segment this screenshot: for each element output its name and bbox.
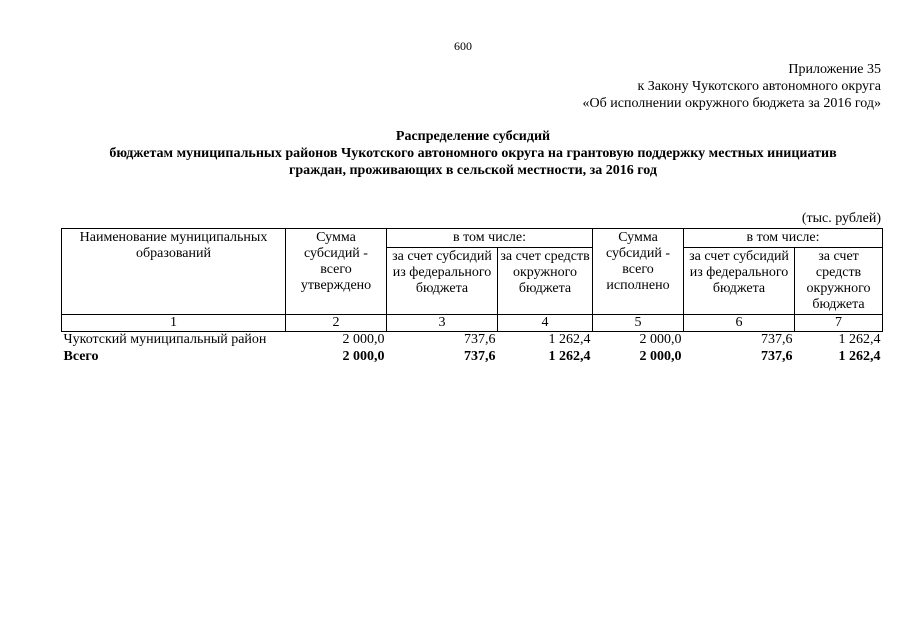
heading-line-2: бюджетам муниципальных районов Чукотского автономного округа на грантовую поддержку местных инициатив xyxy=(109,146,837,161)
row-approved-federal: 737,6 xyxy=(464,332,496,347)
header-approved-including: в том числе: xyxy=(387,229,593,248)
header-executed-including: в том числе: xyxy=(684,229,883,248)
header-approved-total: Сумма субсидий - всего утверждено xyxy=(286,229,387,315)
appendix-reference xyxy=(583,61,881,112)
appendix-line-1: Приложение 35 xyxy=(788,62,881,77)
header-approved-district: за счет средств окружного бюджета xyxy=(498,248,593,315)
column-number-row xyxy=(62,315,883,332)
header-name: Наименование муниципальных образований xyxy=(62,229,286,315)
row-executed-total: 2 000,0 xyxy=(639,332,682,347)
total-label: Всего xyxy=(63,349,99,364)
page-number: 600 xyxy=(454,39,472,53)
total-row xyxy=(62,348,883,365)
row-name: Чукотский муниципальный район xyxy=(63,332,267,347)
total-executed-district: 1 262,4 xyxy=(838,349,881,364)
header-executed-district: за счет средств окружного бюджета xyxy=(795,248,883,315)
column-number: 5 xyxy=(593,315,684,332)
row-approved-total: 2 000,0 xyxy=(342,332,385,347)
column-number: 3 xyxy=(387,315,498,332)
total-approved-total: 2 000,0 xyxy=(342,349,385,364)
document-heading xyxy=(0,128,905,179)
heading-line-3: граждан, проживающих в сельской местности, за 2016 год xyxy=(289,163,657,178)
units-note: (тыс. рублей) xyxy=(801,211,881,226)
header-executed-total: Сумма субсидий - всего исполнено xyxy=(593,229,684,315)
total-executed-federal: 737,6 xyxy=(761,349,793,364)
row-executed-district: 1 262,4 xyxy=(838,332,881,347)
header-executed-federal: за счет субсидий из федерального бюджета xyxy=(684,248,795,315)
heading-line-1: Распределение субсидий xyxy=(395,129,551,144)
column-number: 4 xyxy=(498,315,593,332)
total-executed-total: 2 000,0 xyxy=(639,349,682,364)
row-executed-federal: 737,6 xyxy=(761,332,793,347)
column-number: 1 xyxy=(62,315,286,332)
total-approved-federal: 737,6 xyxy=(464,349,496,364)
row-approved-district: 1 262,4 xyxy=(548,332,591,347)
table-row xyxy=(62,332,883,349)
column-number: 2 xyxy=(286,315,387,332)
appendix-line-2: к Закону Чукотского автономного округа xyxy=(637,79,881,94)
appendix-line-3: «Об исполнении окружного бюджета за 2016 год» xyxy=(582,96,881,111)
total-approved-district: 1 262,4 xyxy=(548,349,591,364)
column-number: 7 xyxy=(795,315,883,332)
column-number: 6 xyxy=(684,315,795,332)
subsidy-table xyxy=(61,228,883,365)
header-approved-federal: за счет субсидий из федерального бюджета xyxy=(387,248,498,315)
